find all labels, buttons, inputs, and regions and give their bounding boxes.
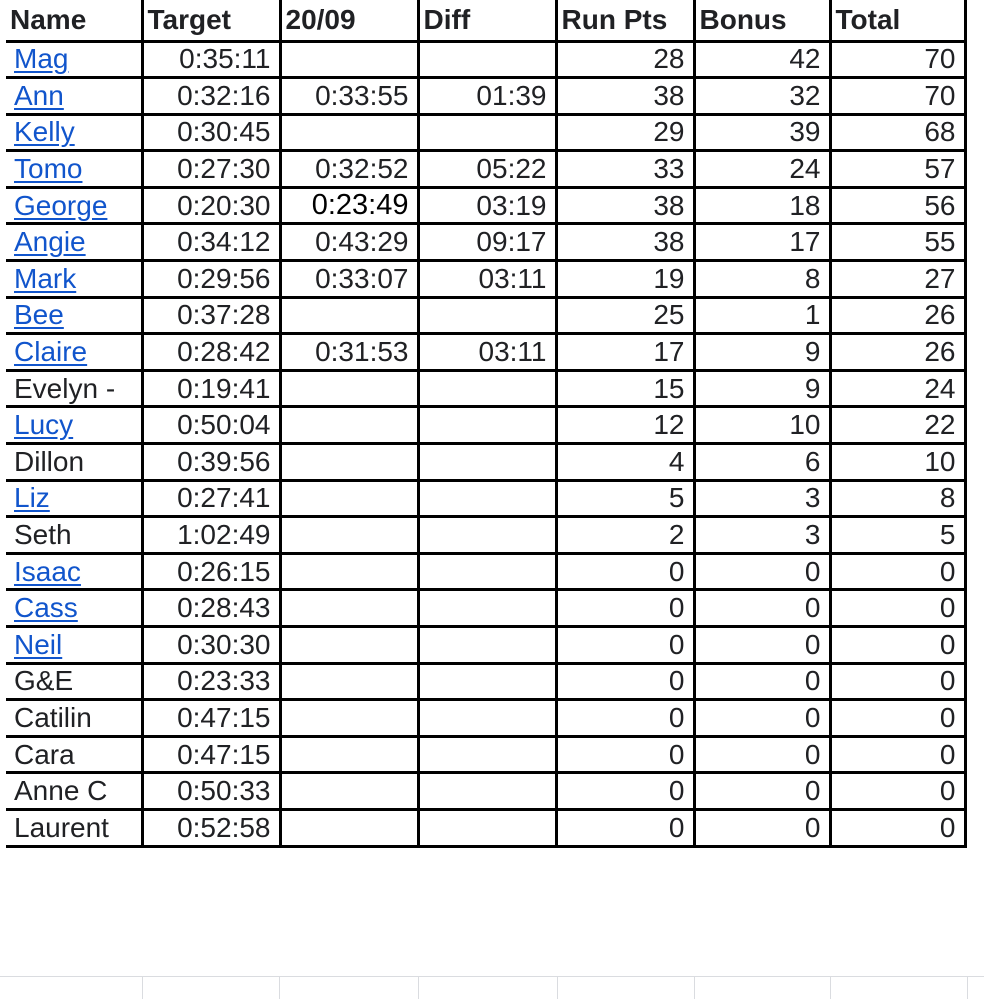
cell-date[interactable] [280,444,418,481]
cell-total[interactable]: 24 [830,370,965,407]
cell-target[interactable]: 0:28:42 [142,334,280,371]
cell-target[interactable]: 0:47:15 [142,700,280,737]
cell-total[interactable]: 68 [830,114,965,151]
header-run-pts[interactable]: Run Pts [556,0,694,41]
cell-diff[interactable] [418,736,556,773]
cell-total[interactable]: 0 [830,700,965,737]
name-link[interactable]: Ann [14,79,64,111]
cell-name[interactable]: Evelyn - [6,370,142,407]
cell-bonus[interactable]: 17 [694,224,830,261]
cell-target[interactable]: 0:34:12 [142,224,280,261]
cell-bonus[interactable]: 32 [694,78,830,115]
cell-target[interactable]: 0:52:58 [142,809,280,846]
cell-total[interactable]: 0 [830,553,965,590]
cell-date[interactable] [280,773,418,810]
cell-name[interactable] [6,41,142,78]
cell-total[interactable]: 0 [830,590,965,627]
cell-target[interactable]: 0:29:56 [142,261,280,298]
table-body [6,41,965,846]
name-link[interactable]: Liz [14,482,50,514]
cell-date[interactable] [280,627,418,664]
cell-bonus[interactable]: 9 [694,370,830,407]
cell-run-pts[interactable]: 17 [556,334,694,371]
cell-name[interactable] [6,151,142,188]
cell-bonus[interactable]: 0 [694,700,830,737]
cell-total[interactable]: 0 [830,663,965,700]
cell-diff[interactable] [418,809,556,846]
cell-date[interactable] [280,407,418,444]
cell-run-pts[interactable]: 15 [556,370,694,407]
sheet-gridline [0,976,984,977]
name-link[interactable]: Tomo [14,153,83,185]
header-row [6,0,965,41]
cell-run-pts[interactable]: 29 [556,114,694,151]
cell-run-pts[interactable]: 0 [556,736,694,773]
sheet-gridline [418,976,419,999]
cell-name[interactable]: Laurent [6,809,142,846]
cell-date[interactable] [280,553,418,590]
name-link[interactable]: Mark [14,262,77,294]
table-row [6,41,965,78]
cell-name[interactable]: Seth [6,517,142,554]
header-total[interactable]: Total [830,0,965,41]
cell-target[interactable]: 0:28:43 [142,590,280,627]
cell-bonus[interactable]: 0 [694,627,830,664]
cell-diff[interactable] [418,700,556,737]
cell-total[interactable]: 5 [830,517,965,554]
cell-target[interactable]: 0:20:30 [142,187,280,224]
cell-total[interactable]: 70 [830,78,965,115]
cell-diff[interactable] [418,41,556,78]
cell-date[interactable] [280,700,418,737]
cell-date[interactable] [280,114,418,151]
cell-run-pts[interactable]: 0 [556,773,694,810]
cell-date[interactable] [280,590,418,627]
cell-run-pts[interactable]: 0 [556,663,694,700]
cell-diff[interactable] [418,663,556,700]
cell-diff[interactable] [418,517,556,554]
table-row [6,151,965,188]
cell-target[interactable]: 0:32:16 [142,78,280,115]
cell-target[interactable]: 0:50:33 [142,773,280,810]
cell-date[interactable] [280,809,418,846]
table-row [6,261,965,298]
cell-name[interactable] [6,480,142,517]
cell-name[interactable] [6,187,142,224]
name-link[interactable]: Kelly [14,116,75,148]
sheet-gridline [142,976,143,999]
cell-target[interactable]: 0:39:56 [142,444,280,481]
cell-run-pts[interactable]: 0 [556,809,694,846]
name-link[interactable]: Bee [14,299,64,331]
cell-diff[interactable] [418,773,556,810]
cell-run-pts[interactable]: 5 [556,480,694,517]
table-row [6,773,965,810]
cell-date[interactable] [280,41,418,78]
cell-bonus[interactable]: 1 [694,297,830,334]
cell-name[interactable]: Catilin [6,700,142,737]
table-row [6,480,965,517]
cell-name[interactable] [6,334,142,371]
cell-bonus[interactable]: 18 [694,187,830,224]
header-bonus[interactable]: Bonus [694,0,830,41]
cell-date[interactable]: 0:23:49 [280,187,418,224]
cell-date[interactable] [280,370,418,407]
cell-diff[interactable] [418,444,556,481]
cell-name[interactable]: G&E [6,663,142,700]
cell-total[interactable]: 57 [830,151,965,188]
cell-diff[interactable] [418,114,556,151]
cell-run-pts[interactable]: 0 [556,700,694,737]
cell-run-pts[interactable]: 38 [556,78,694,115]
cell-run-pts[interactable]: 38 [556,224,694,261]
cell-bonus[interactable]: 0 [694,736,830,773]
name-link[interactable]: Claire [14,336,88,368]
cell-bonus[interactable]: 42 [694,41,830,78]
cell-target[interactable]: 0:23:33 [142,663,280,700]
cell-bonus[interactable]: 3 [694,480,830,517]
table-row [6,627,965,664]
name-link[interactable]: Lucy [14,409,74,441]
cell-name[interactable] [6,297,142,334]
table-row [6,407,965,444]
cell-bonus[interactable]: 24 [694,151,830,188]
name-link[interactable]: Cass [14,592,78,624]
table-row [6,334,965,371]
cell-diff[interactable] [418,627,556,664]
cell-total[interactable]: 0 [830,809,965,846]
cell-run-pts[interactable]: 0 [556,627,694,664]
cell-run-pts[interactable]: 19 [556,261,694,298]
cell-run-pts[interactable]: 12 [556,407,694,444]
sheet-gridline [557,976,558,999]
cell-name[interactable] [6,407,142,444]
cell-total[interactable]: 56 [830,187,965,224]
table-row [6,736,965,773]
cell-date[interactable]: 0:32:52 [280,151,418,188]
cell-target[interactable]: 1:02:49 [142,517,280,554]
cell-target[interactable]: 0:30:45 [142,114,280,151]
header-target[interactable]: Target [142,0,280,41]
cell-bonus[interactable]: 0 [694,773,830,810]
table-row [6,297,965,334]
cell-target[interactable]: 0:19:41 [142,370,280,407]
cell-total[interactable]: 10 [830,444,965,481]
sheet-gridline [694,976,695,999]
cell-target[interactable]: 0:26:15 [142,553,280,590]
cell-bonus[interactable]: 3 [694,517,830,554]
cell-name[interactable]: Anne C [6,773,142,810]
table-row [6,590,965,627]
table-row [6,700,965,737]
cell-total[interactable]: 55 [830,224,965,261]
cell-date[interactable] [280,517,418,554]
cell-bonus[interactable]: 10 [694,407,830,444]
cell-diff[interactable] [418,370,556,407]
cell-run-pts[interactable]: 0 [556,553,694,590]
cell-diff[interactable] [418,480,556,517]
cell-name[interactable]: Dillon [6,444,142,481]
cell-target[interactable]: 0:27:41 [142,480,280,517]
cell-bonus[interactable]: 6 [694,444,830,481]
cell-total[interactable]: 0 [830,773,965,810]
cell-run-pts[interactable]: 4 [556,444,694,481]
sheet-gridline [830,976,831,999]
cell-bonus[interactable]: 0 [694,590,830,627]
cell-target[interactable]: 0:50:04 [142,407,280,444]
cell-name[interactable] [6,78,142,115]
cell-bonus[interactable]: 9 [694,334,830,371]
header-date[interactable]: 20/09 [280,0,418,41]
cell-total[interactable]: 0 [830,627,965,664]
cell-target[interactable]: 0:27:30 [142,151,280,188]
cell-total[interactable]: 26 [830,297,965,334]
sheet-gridline [967,976,968,999]
cell-date[interactable]: 0:43:29 [280,224,418,261]
cell-name[interactable] [6,114,142,151]
cell-run-pts[interactable]: 28 [556,41,694,78]
cell-total[interactable]: 26 [830,334,965,371]
cell-diff[interactable]: 01:39 [418,78,556,115]
cell-run-pts[interactable]: 0 [556,590,694,627]
cell-total[interactable]: 0 [830,736,965,773]
cell-bonus[interactable]: 0 [694,663,830,700]
cell-total[interactable]: 22 [830,407,965,444]
table-row [6,809,965,846]
cell-run-pts[interactable]: 2 [556,517,694,554]
name-link[interactable]: Neil [14,628,63,660]
cell-date[interactable]: 0:33:55 [280,78,418,115]
cell-date[interactable] [280,480,418,517]
header-name[interactable]: Name [6,0,142,41]
sheet-gridline [279,976,280,999]
name-link[interactable]: George [14,189,108,221]
cell-total[interactable]: 27 [830,261,965,298]
cell-name[interactable] [6,261,142,298]
name-link[interactable]: Isaac [14,555,81,587]
table-row [6,663,965,700]
cell-date[interactable] [280,297,418,334]
cell-diff[interactable] [418,297,556,334]
cell-run-pts[interactable]: 33 [556,151,694,188]
cell-diff[interactable]: 03:11 [418,261,556,298]
cell-name[interactable] [6,224,142,261]
cell-target[interactable]: 0:30:30 [142,627,280,664]
cell-diff[interactable] [418,553,556,590]
table-row [6,517,965,554]
cell-diff[interactable]: 05:22 [418,151,556,188]
table-row [6,114,965,151]
name-link[interactable]: Angie [14,226,86,258]
cell-name[interactable] [6,627,142,664]
cell-date[interactable]: 0:31:53 [280,334,418,371]
table-row [6,224,965,261]
table-row [6,370,965,407]
cell-total[interactable]: 8 [830,480,965,517]
table-row [6,187,965,224]
cell-name[interactable]: Cara [6,736,142,773]
cell-diff[interactable] [418,407,556,444]
cell-date[interactable] [280,736,418,773]
cell-diff[interactable]: 03:19 [418,187,556,224]
cell-run-pts[interactable]: 38 [556,187,694,224]
cell-diff[interactable] [418,590,556,627]
name-link[interactable]: Mag [14,43,69,75]
cell-date[interactable]: 0:33:07 [280,261,418,298]
cell-target[interactable]: 0:47:15 [142,736,280,773]
cell-name[interactable] [6,590,142,627]
cell-date[interactable] [280,663,418,700]
cell-name[interactable] [6,553,142,590]
cell-bonus[interactable]: 0 [694,553,830,590]
cell-bonus[interactable]: 8 [694,261,830,298]
table-row [6,444,965,481]
scores-table [6,0,967,848]
cell-diff[interactable]: 09:17 [418,224,556,261]
header-diff[interactable]: Diff [418,0,556,41]
table-row [6,78,965,115]
cell-diff[interactable]: 03:11 [418,334,556,371]
cell-target[interactable]: 0:35:11 [142,41,280,78]
cell-bonus[interactable]: 0 [694,809,830,846]
cell-target[interactable]: 0:37:28 [142,297,280,334]
cell-total[interactable]: 70 [830,41,965,78]
cell-bonus[interactable]: 39 [694,114,830,151]
cell-run-pts[interactable]: 25 [556,297,694,334]
table-row [6,553,965,590]
